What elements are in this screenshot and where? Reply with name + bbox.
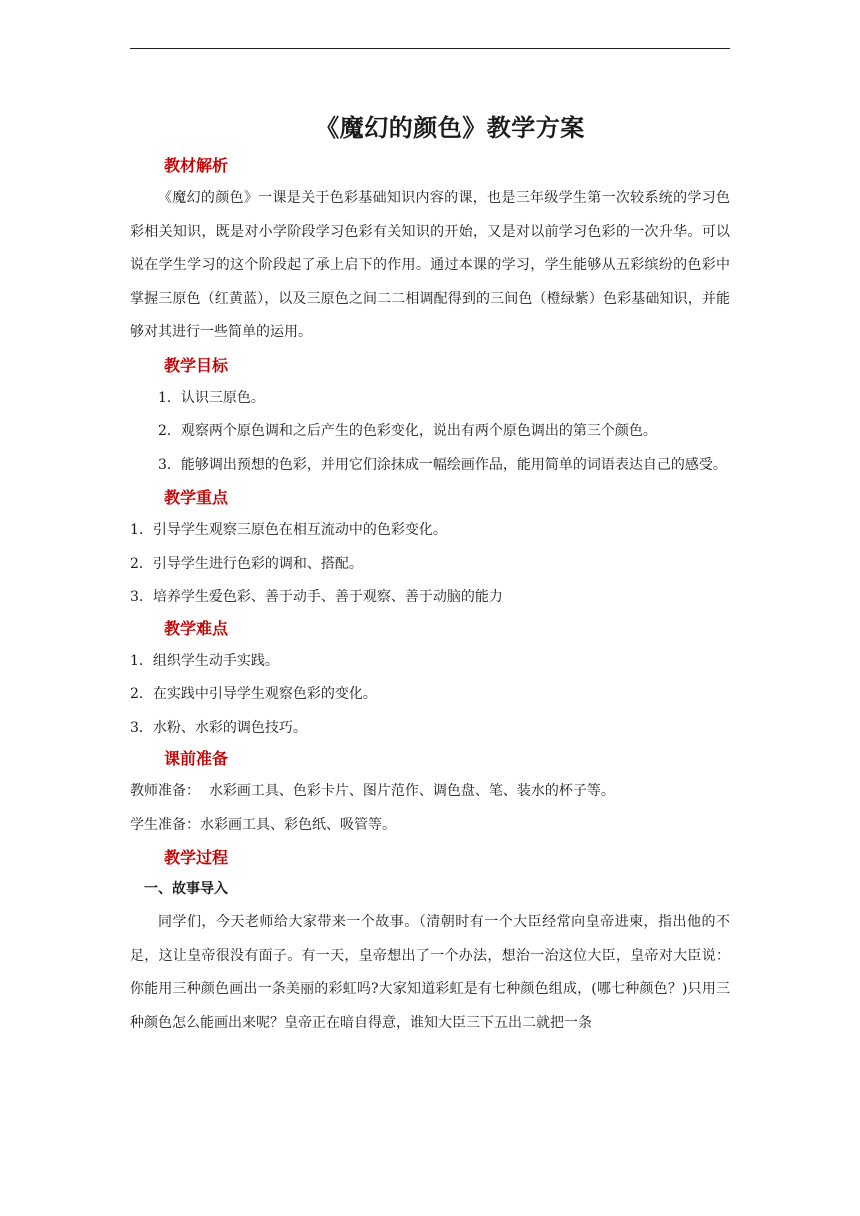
goal-item: 1．认识三原色。: [158, 389, 265, 406]
section-heading-preparation: 课前准备: [164, 749, 229, 768]
student-preparation: 学生准备：水彩画工具、彩色纸、吸管等。: [130, 816, 396, 833]
section-heading-goals: 教学目标: [164, 355, 229, 375]
goal-item: 2．观察两个原色调和之后产生的色彩变化，说出有两个原色调出的第三个颜色。: [158, 423, 657, 439]
difficulty-item: 3．水粉、水彩的调色技巧。: [130, 719, 307, 736]
section-heading-difficulties: 教学难点: [164, 618, 229, 638]
goal-item: 3．能够调出预想的色彩，并用它们涂抹成一幅绘画作品，能用简单的词语表达自己的感受。: [158, 456, 727, 473]
analysis-paragraph: 《魔幻的颜色》一课是关于色彩基础知识内容的课，也是三年级学生第一次较系统的学习色彩相关知识，既是对小学阶段学习色彩有关知识的开始，又是对以前学习色彩的一次升华。可以说在学生学习的这个阶段起了承上启下的作用。通过本课的学习，学生能够从五彩缤纷的色彩中掌握三原色（红黄蓝），以及三原色之间二二相调配得到的三间色（橙绿紫）色彩基础知识，并能够对其进行一些简单的运用。: [130, 190, 730, 340]
difficulty-item: 2．在实践中引导学生观察色彩的变化。: [130, 686, 377, 702]
teacher-preparation: 教师准备： 水彩画工具、色彩卡片、图片范作、调色盘、笔、装水的杯子等。: [130, 783, 615, 799]
page-title: 《魔幻的颜色》教学方案: [315, 113, 585, 142]
header-rule: [130, 48, 730, 49]
section-heading-key-points: 教学重点: [164, 488, 229, 507]
difficulty-item: 1．组织学生动手实践。: [130, 652, 279, 669]
key-point-item: 3．培养学生爱色彩、善于动手、善于观察、善于动脑的能力: [130, 589, 503, 605]
key-point-item: 1．引导学生观察三原色在相互流动中的色彩变化。: [130, 522, 447, 538]
document-body: [130, 108, 730, 1040]
key-point-item: 2．引导学生进行色彩的调和、搭配。: [130, 555, 363, 572]
section-heading-analysis: 教材解析: [164, 156, 229, 175]
process-step-heading: 一、故事导入: [144, 881, 228, 897]
process-step-paragraph: 同学们，今天老师给大家带来一个故事。（清朝时有一个大臣经常向皇帝进柬，指出他的不足，这让皇帝很没有面子。有一天，皇帝想出了一个办法，想治一治这位大臣，皇帝对大臣说：你能用三种颜色画出一条美丽的彩虹吗?大家知道彩虹是有七种颜色组成，(哪七种颜色？)只用三种颜色怎么能画出来呢？皇帝正在暗自得意，谁知大臣三下五出二就把一条: [130, 914, 730, 1031]
section-heading-process: 教学过程: [164, 848, 229, 867]
